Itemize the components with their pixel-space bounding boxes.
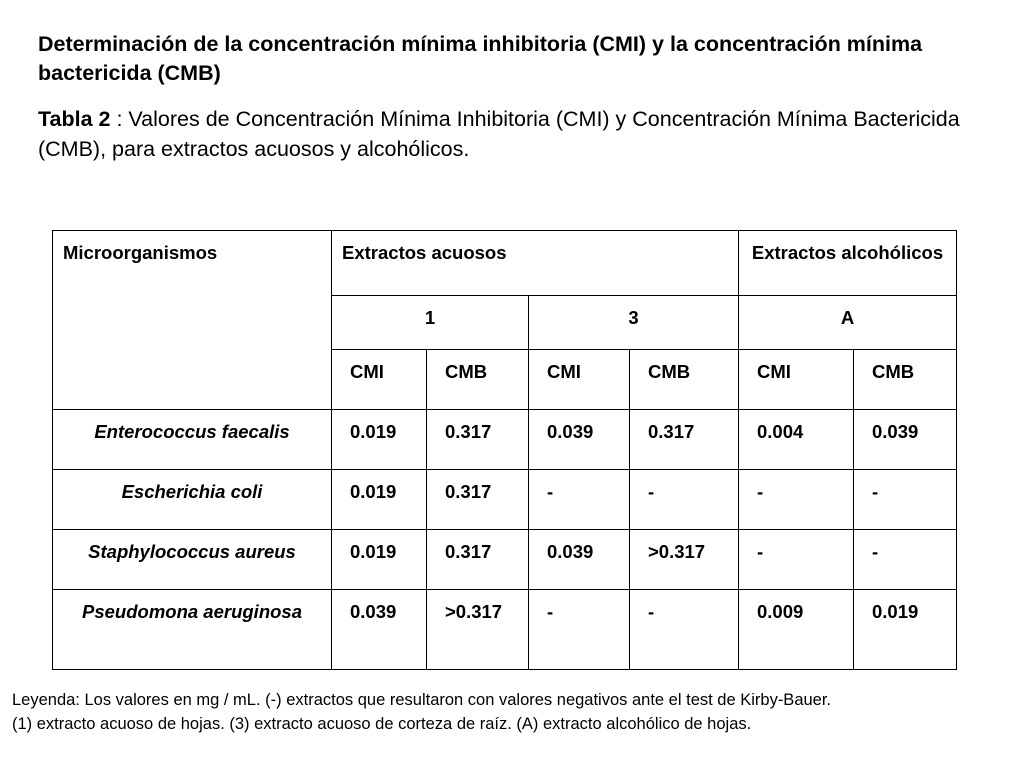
table-row (53, 470, 957, 530)
header-group-a: A (739, 296, 957, 350)
table-cell: >0.317 (630, 530, 739, 590)
table-cell: 0.317 (427, 470, 529, 530)
table-caption (38, 104, 978, 164)
subheader-cmi: CMI (529, 350, 630, 410)
table-row (53, 530, 957, 590)
table-row (53, 590, 957, 670)
page-title: Determinación de la concentración mínima inhibitoria (CMI) y la concentración mínima bactericida (CMB) (38, 32, 923, 85)
subheader-cmb: CMB (427, 350, 529, 410)
table-cell: - (529, 470, 630, 530)
table-cell: 0.019 (332, 410, 427, 470)
legend-line: Leyenda: Los valores en mg / mL. (-) extractos que resultaron con valores negativos ante el test de Kirby-Bauer. (12, 691, 832, 709)
subheader-cmi: CMI (332, 350, 427, 410)
table-cell: 0.019 (854, 590, 957, 670)
table-cell: 0.039 (529, 530, 630, 590)
table-caption-text: : Valores de Concentración Mínima Inhibitoria (CMI) y Concentración Mínima Bactericida (CMB), para extractos acuosos y alcohólicos. (38, 107, 960, 161)
organism-name: Pseudomona aeruginosa (53, 590, 332, 670)
table-caption-label: Tabla 2 (38, 107, 111, 131)
table-cell: 0.019 (332, 470, 427, 530)
subheader-cmb: CMB (854, 350, 957, 410)
table-row (53, 410, 957, 470)
legend-line: (1) extracto acuoso de hojas. (3) extracto acuoso de corteza de raíz. (A) extracto alcohólico de hojas. (12, 715, 752, 733)
header-microorganismos: Microorganismos (53, 231, 332, 410)
header-extractos-alcoholicos: Extractos alcohólicos (739, 231, 957, 296)
header-group-1: 1 (332, 296, 529, 350)
organism-name: Enterococcus faecalis (53, 410, 332, 470)
table-cell: 0.009 (739, 590, 854, 670)
table-cell: - (854, 530, 957, 590)
table-cell: 0.004 (739, 410, 854, 470)
table-cell: - (630, 590, 739, 670)
header-row-1 (53, 231, 957, 296)
organism-name: Staphylococcus aureus (53, 530, 332, 590)
subheader-cmi: CMI (739, 350, 854, 410)
table-cell: 0.317 (427, 410, 529, 470)
header-extractos-acuosos: Extractos acuosos (332, 231, 739, 296)
subheader-cmb: CMB (630, 350, 739, 410)
table-cell: - (854, 470, 957, 530)
table-cell: - (739, 470, 854, 530)
results-table (52, 230, 957, 670)
table-cell: 0.039 (854, 410, 957, 470)
table-cell: 0.317 (630, 410, 739, 470)
table-cell: 0.019 (332, 530, 427, 590)
header-group-3: 3 (529, 296, 739, 350)
table-cell: >0.317 (427, 590, 529, 670)
table-cell: 0.039 (332, 590, 427, 670)
table-cell: - (739, 530, 854, 590)
table-cell: - (529, 590, 630, 670)
table-cell: 0.317 (427, 530, 529, 590)
legend (12, 688, 1017, 736)
organism-name: Escherichia coli (53, 470, 332, 530)
table-cell: - (630, 470, 739, 530)
table-cell: 0.039 (529, 410, 630, 470)
